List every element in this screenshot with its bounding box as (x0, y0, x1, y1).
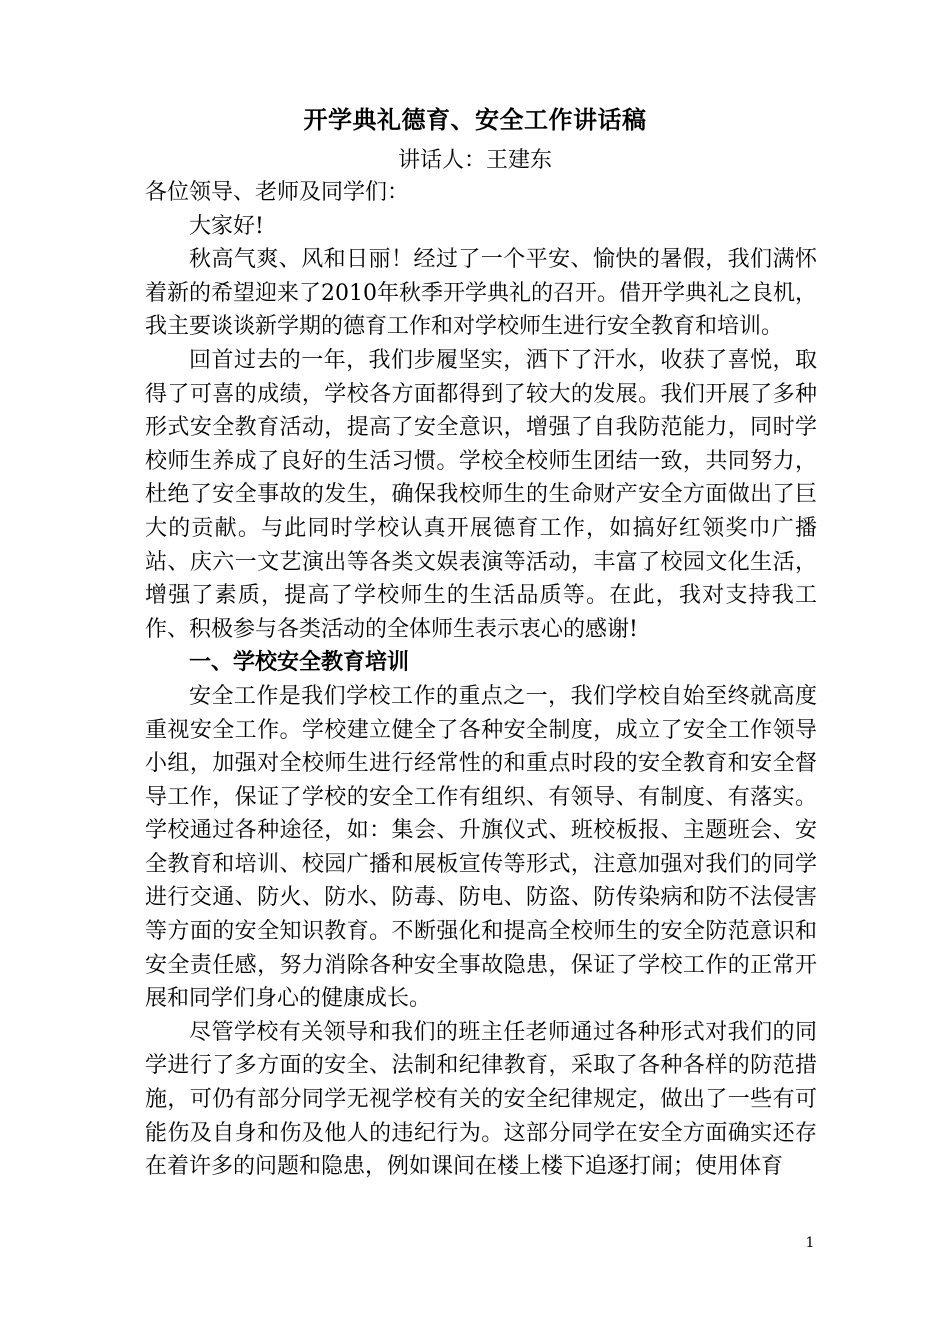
paragraph-safety-issues: 尽管学校有关领导和我们的班主任老师通过各种形式对我们的同学进行了多方面的安全、法制和纪律教育，采取了各种各样的防范措施，可仍有部分同学无视学校有关的安全纪律规定，做出了一些有可能伤及自身和伤及他人的违纪行为。这部分同学在安全方面确实还存在着许多的问题和隐患，例如课间在楼上楼下追逐打闹；使用体育 (145, 1019, 817, 1180)
paragraph-review: 回首过去的一年，我们步履坚实，洒下了汗水，收获了喜悦，取得了可喜的成绩，学校各方面都得到了较大的发展。我们开展了多种形式安全教育活动，提高了安全意识，增强了自我防范能力，同时学校师生养成了良好的生活习惯。学校全校师生团结一致，共同努力，杜绝了安全事故的发生，确保我校师生的生命财产安全方面做出了巨大的贡献。与此同时学校认真开展德育工作，如搞好红领奖巾广播站、庆六一文艺演出等各类文娱表演等活动，丰富了校园文化生活，增强了素质，提高了学校师生的生活品质等。在此，我对支持我工作、积极参与各类活动的全体师生表示衷心的感谢! (145, 347, 817, 642)
section-heading: 一、学校安全教育培训 (189, 649, 410, 676)
document-body (145, 176, 817, 1184)
greeting: 大家好! (189, 213, 264, 239)
paragraph-opening: 秋高气爽、风和日丽！经过了一个平安、愉快的暑假，我们满怀着新的希望迎来了2010年秋季开学典礼的召开。借开学典礼之良机，我主要谈谈新学期的德育工作和对学校师生进行安全教育和培训。 (145, 247, 817, 340)
salutation: 各位领导、老师及同学们： (145, 180, 410, 205)
speaker-line: 讲话人：王建东 (397, 148, 552, 173)
document-title: 开学典礼德育、安全工作讲话稿 (303, 105, 647, 134)
paragraph-safety-work: 安全工作是我们学校工作的重点之一，我们学校自始至终就高度重视安全工作。学校建立健全了各种安全制度，成立了安全工作领导小组，加强对全校师生进行经常性的和重点时段的安全教育和安全督导工作，保证了学校的安全工作有组织、有领导、有制度、有落实。学校通过各种途径，如：集会、升旗仪式、班校板报、主题班会、安全教育和培训、校园广播和展板宣传等形式，注意加强对我们的同学进行交通、防火、防水、防毒、防电、防盗、防传染病和防不法侵害等方面的安全知识教育。不断强化和提高全校师生的安全防范意识和安全责任感，努力消除各种安全事故隐患，保证了学校工作的正常开展和同学们身心的健康成长。 (145, 683, 817, 1012)
page-number: 1 (805, 1235, 815, 1251)
